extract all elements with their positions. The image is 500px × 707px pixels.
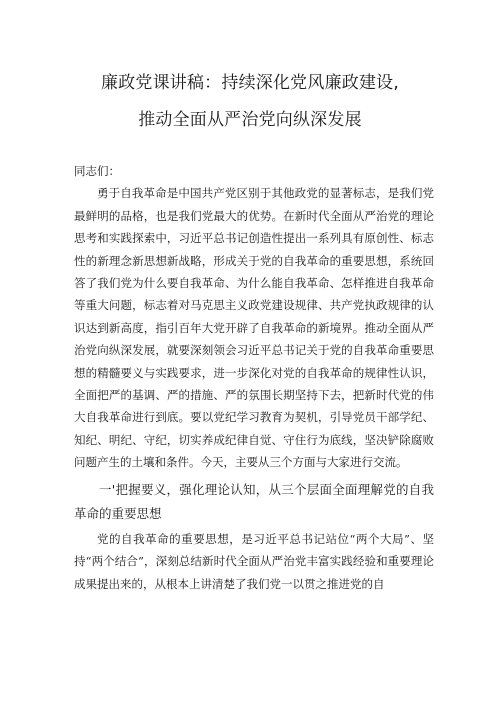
paragraph-section-1: 党的自我革命的重要思想，是习近平总书记站位“两个大局”、坚持“两个结合”，深刻总结新时代全面从严治党丰富实践经验和重要理论成果提出来的，从根本上讲清楚了我们党一以贯之推进党的自	[74, 531, 434, 591]
document-body	[74, 160, 434, 595]
paragraph-intro: 勇于自我革命是中国共产党区别于其他政党的显著标志，是我们党最鲜明的品格，也是我们党最大的优势。在新时代全面从严治党的理论思考和实践探索中，习近平总书记创造性提出一系列具有原创性、标志性的新理念新思想新战略，形成关于党的自我革命的重要思想，系统回答了我们党为什么要自我革命、为什么能自我革命、怎样推进自我革命等重大问题，标志着对马克思主义政党建设规律、共产党执政规律的认识达到新高度，指引百年大党开辟了自我革命的新境界。推动全面从严治党向纵深发展，就要深刻领会习近平总书记关于党的自我革命重要思想的精髓要义与实践要求，进一步深化对党的自我革命的规律性认识，全面把严的基调、严的措施、严的氛围长期坚持下去，把新时代党的伟大自我革命进行到底。要以党纪学习教育为契机，引导党员干部学纪、知纪、明纪、守纪，切实养成纪律自觉、守住行为底线，坚决铲除腐败问题产生的土壤和条件。今天，主要从三个方面与大家进行交流。	[74, 186, 434, 470]
document-title-line-1: 廉政党课讲稿：持续深化党风廉政建设,	[100, 73, 399, 93]
greeting: 同志们：	[74, 164, 120, 178]
section-heading-1: 一'把握要义，强化理论认知，从三个层面全面理解党的自我革命的重要思想	[74, 481, 434, 521]
document-title-line-2: 推动全面从严治党向纵深发展	[138, 110, 362, 130]
